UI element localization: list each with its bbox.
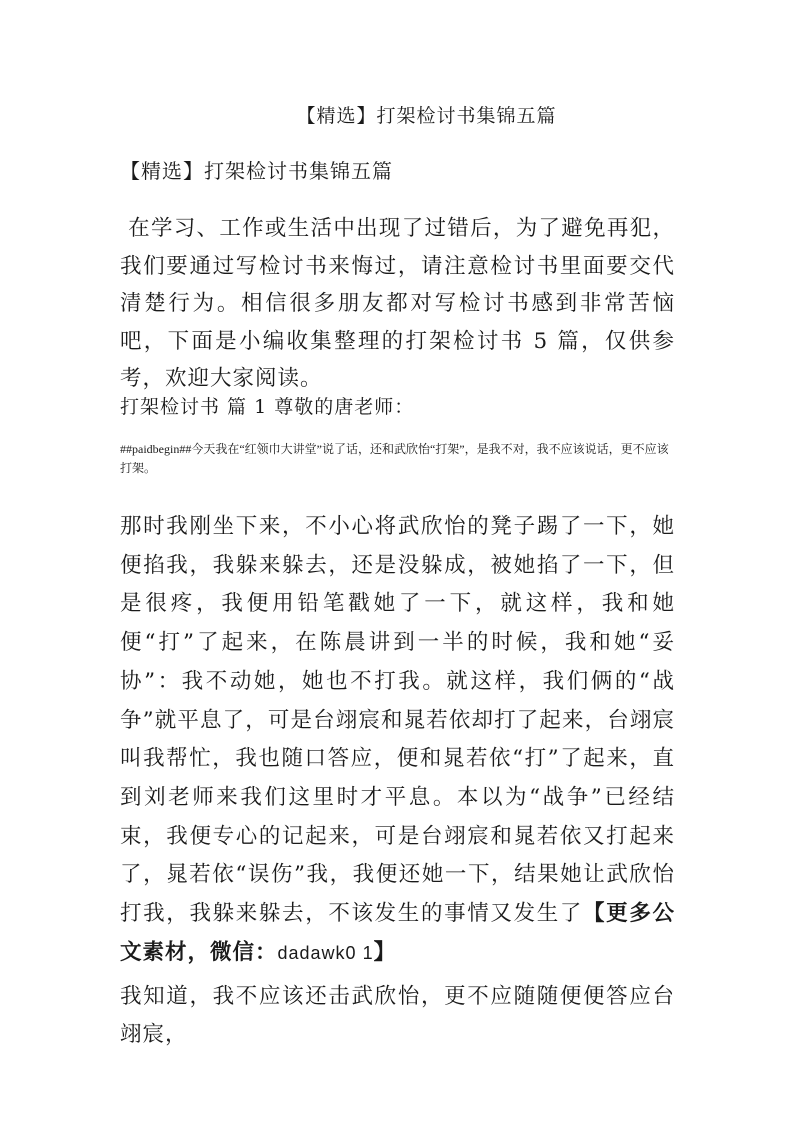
story-text: 那时我刚坐下来，不小心将武欣怡的凳子踢了一下，她便掐我，我躲来躲去，还是没躲成，被她掐了一下，但是很疼，我便用铅笔戳她了一下，就这样，我和她便“打”了起来，在陈晨讲到一半的时候，我和她“妥协”：我不动她，她也不打我。就这样，我们俩的“战争”就平息了，可是台翊宸和晁若依却打了起来，台翊宸叫我帮忙，我也随口答应，便和晁若依“打”了起来，直到刘老师来我们这里时才平息。本以为“战争”已经结束，我便专心的记起来，可是台翊宸和晁若依又打起来了，晁若依“误伤”我，我便还她一下，结果她让武欣怡打我，我躲来躲去，不该发生的事情又发生了: [120, 514, 675, 927]
subtitle: 【精选】打架检讨书集锦五篇: [120, 159, 393, 183]
small-note-paragraph: ##paidbegin##今天我在“红领巾大讲堂”说了话，还和武欣怡“打架”，是我不对，我不应该说话，更不应该打架。: [120, 442, 669, 475]
story-paragraph: [120, 508, 675, 972]
closing-paragraph: 我知道，我不应该还击武欣怡，更不应随随便便答应台翊宸，: [120, 984, 675, 1047]
page-title: 【精选】打架检讨书集锦五篇: [296, 105, 557, 127]
section-heading: 打架检讨书 篇 1 尊敬的唐老师：: [120, 396, 415, 418]
intro-text: 在学习、工作或生活中出现了过错后，为了避免再犯，我们要通过写检讨书来悔过，请注意检讨书里面要交代清楚行为。相信很多朋友都对写检讨书感到非常苦恼吧，下面是小编收集整理的打架检讨书 5 篇，仅供参考，欢迎大家阅读。: [120, 216, 675, 391]
promo-prefix: 【更多公文素材，微信：: [120, 901, 675, 965]
promo-suffix: 】: [373, 939, 397, 965]
intro-paragraph: [120, 210, 675, 398]
promo-handle: dadawk0 1: [277, 942, 374, 963]
